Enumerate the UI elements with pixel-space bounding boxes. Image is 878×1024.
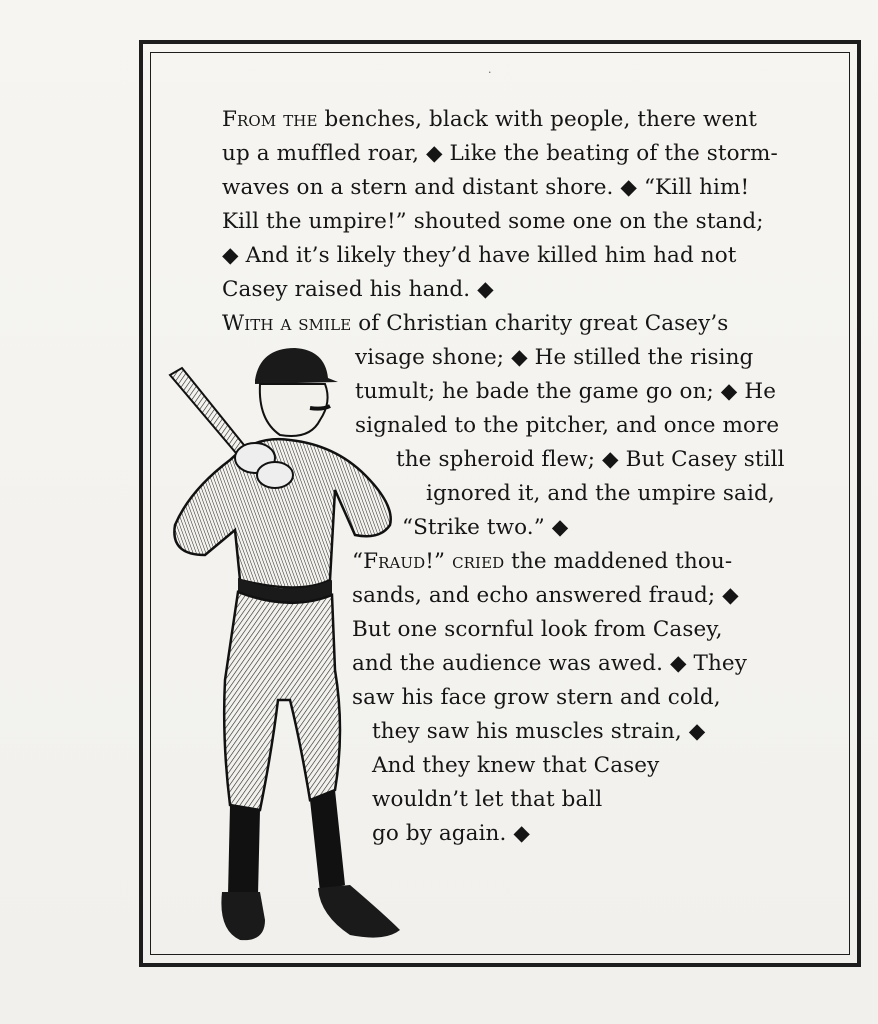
baseball-batter-icon [160, 340, 410, 950]
poem-line-15: sands, and echo answered fraud; ◆ [352, 583, 739, 608]
poem-line-2: up a muffled roar, ◆ Like the beating of the storm- [222, 141, 778, 166]
poem-line-11: the spheroid flew; ◆ But Casey still [396, 447, 785, 472]
poem-line-21: wouldn’t let that ball [372, 787, 603, 812]
poem-line-1: From the benches, black with people, there went [222, 107, 758, 132]
poem-line-3: waves on a stern and distant shore. ◆ “Kill him! [222, 175, 750, 200]
poem-line-9: tumult; he bade the game go on; ◆ He [355, 379, 777, 404]
poem-line-16: But one scornful look from Casey, [352, 617, 723, 642]
poem-line-7: With a smile of Christian charity great Casey’s [222, 311, 729, 336]
poem-line-19: they saw his muscles strain, ◆ [372, 719, 706, 744]
ink-speck: · [488, 66, 492, 79]
poem-line-6: Casey raised his hand. ◆ [222, 277, 494, 302]
poem-line-8: visage shone; ◆ He stilled the rising [355, 345, 754, 370]
poem-line-20: And they knew that Casey [372, 753, 660, 778]
poem-line-5: ◆ And it’s likely they’d have killed him had not [222, 243, 737, 268]
poem-line-22: go by again. ◆ [372, 821, 531, 846]
poem-line-18: saw his face grow stern and cold, [352, 685, 721, 710]
poem-line-4: Kill the umpire!” shouted some one on the stand; [222, 209, 764, 234]
poem-line-10: signaled to the pitcher, and once more [355, 413, 780, 438]
poem-line-12: ignored it, and the umpire said, [426, 481, 775, 506]
poem-line-17: and the audience was awed. ◆ They [352, 651, 747, 676]
poem-line-14: “Fraud!” cried the maddened thou- [352, 549, 733, 574]
poem-line-13: “Strike two.” ◆ [402, 515, 569, 540]
